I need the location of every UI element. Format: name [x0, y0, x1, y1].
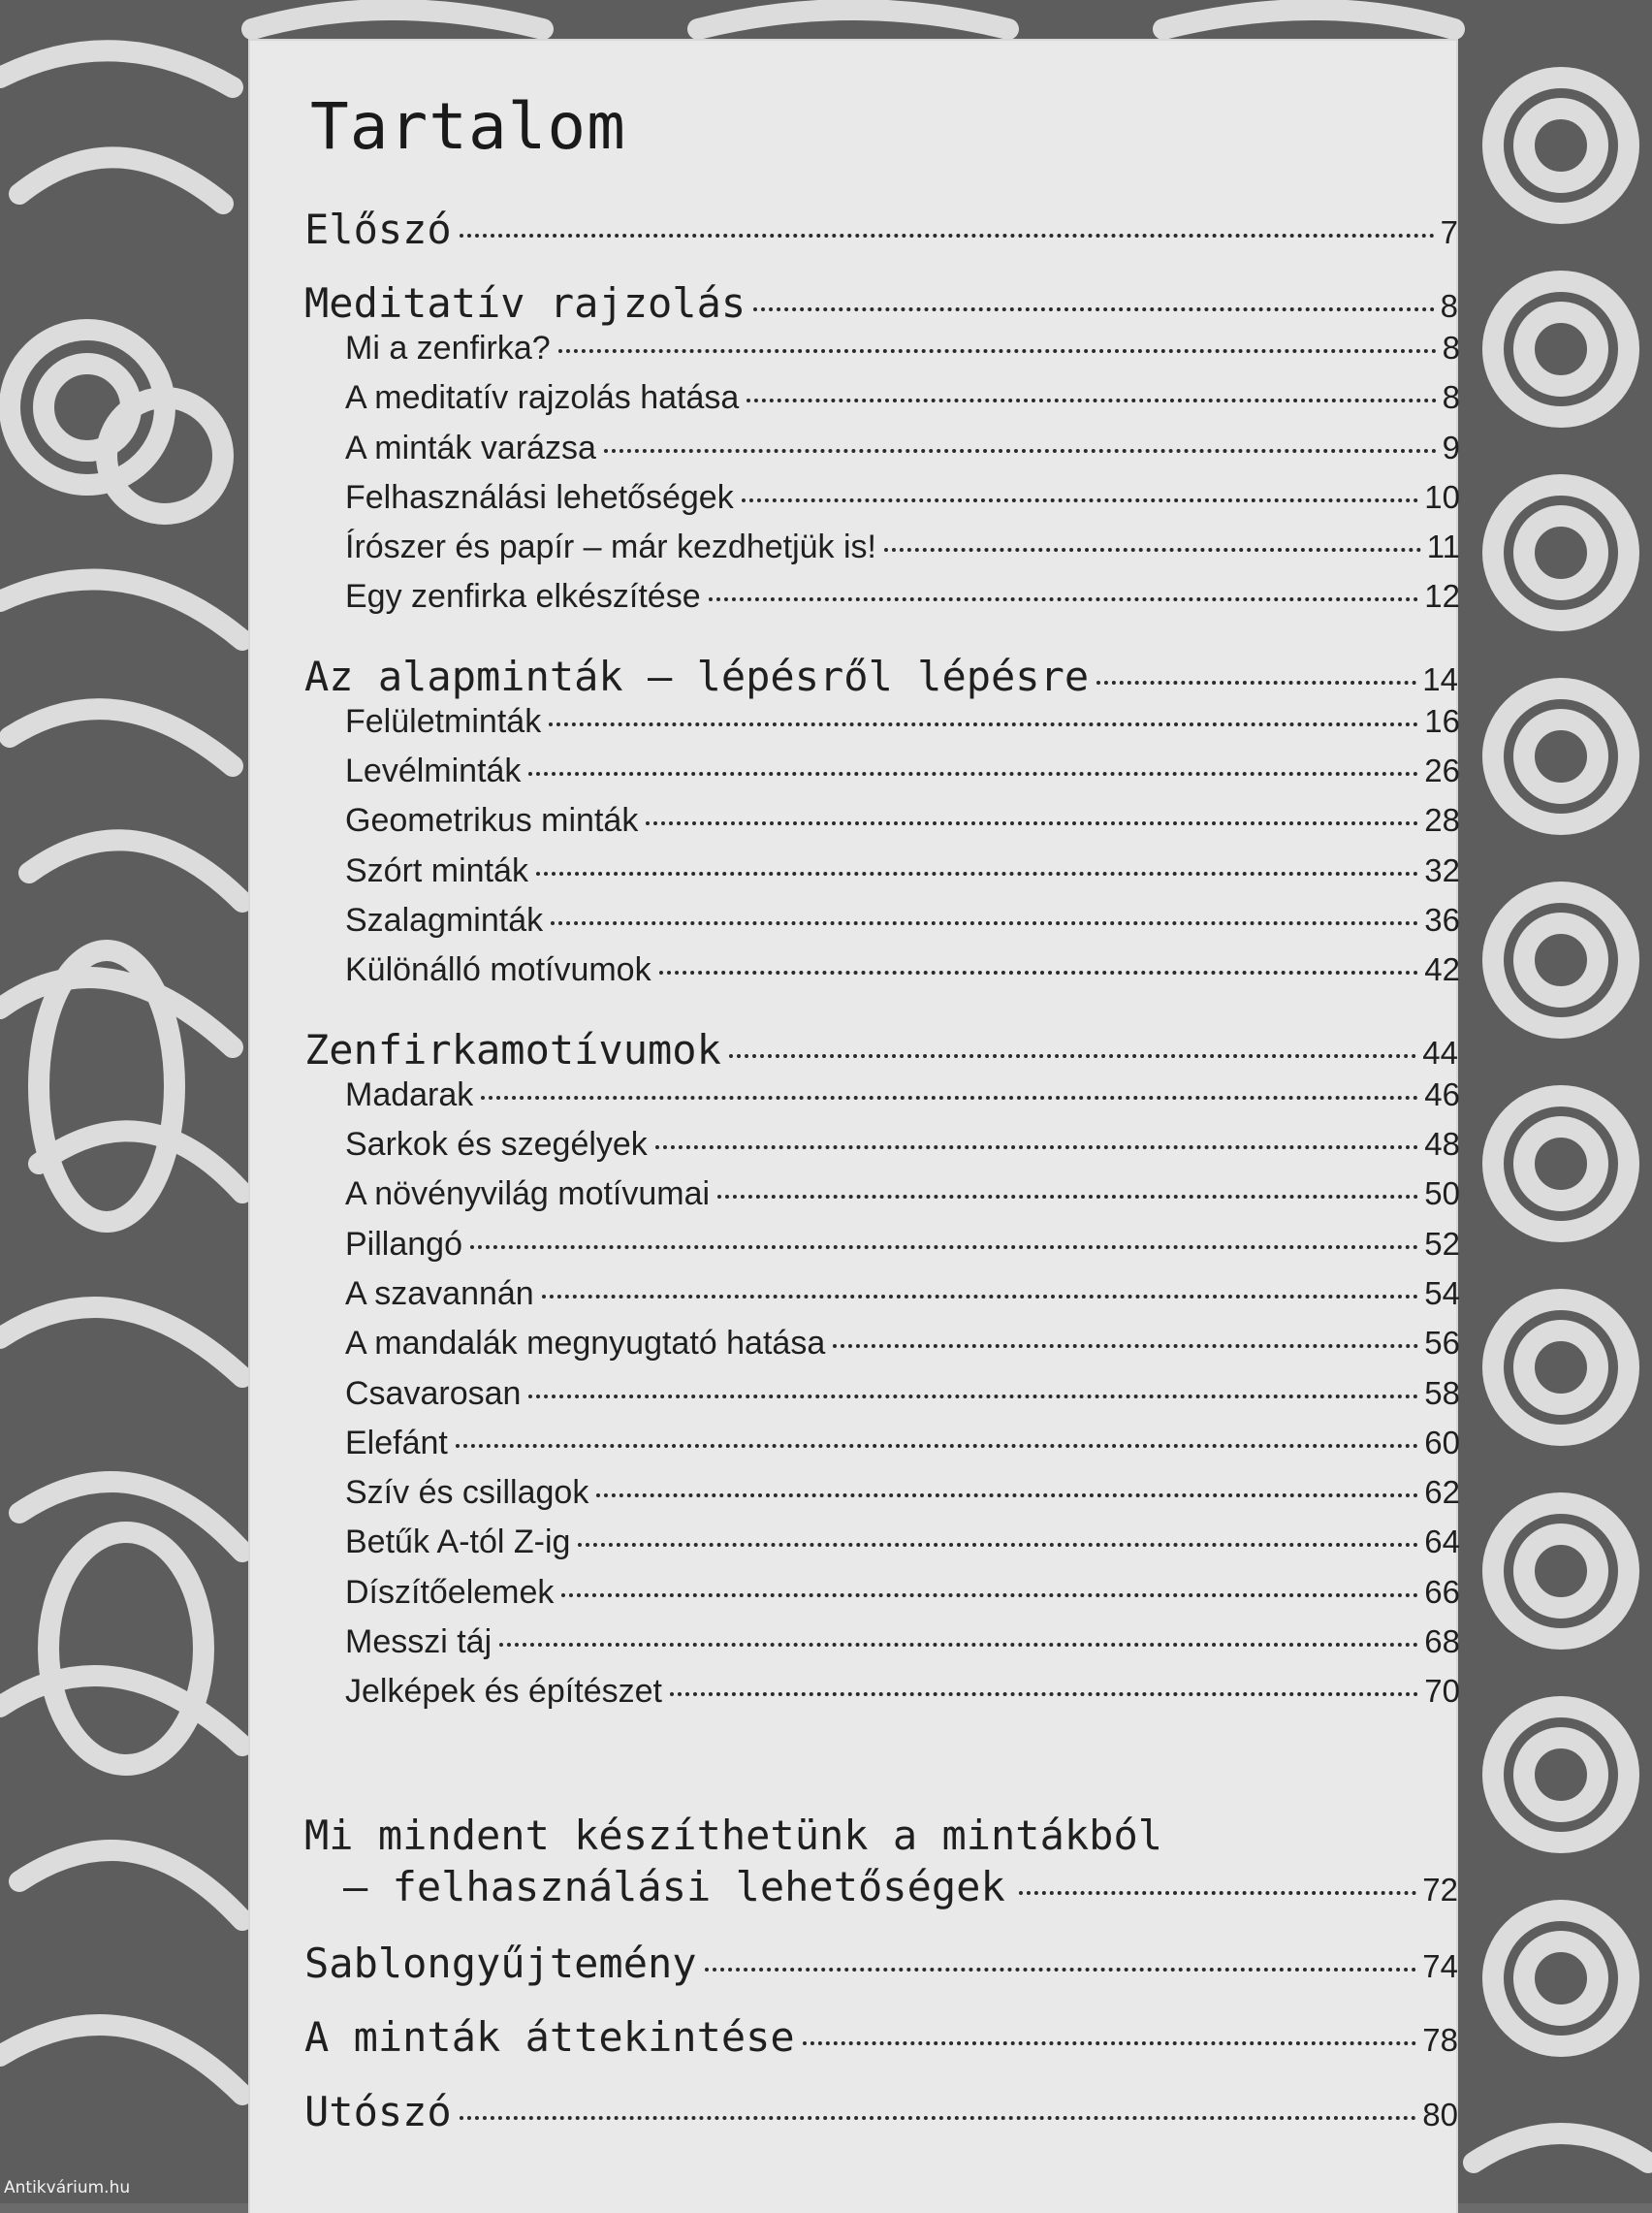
- toc-dot-leader: [753, 307, 1434, 311]
- toc-chapter-entry: [304, 1026, 1458, 1074]
- toc-page-number: 26: [1424, 753, 1460, 788]
- toc-section-entry: [345, 902, 1460, 940]
- toc-page-number: 64: [1424, 1523, 1460, 1559]
- toc-dot-leader: [747, 399, 1436, 402]
- toc-entry-label: Csavarosan: [345, 1375, 522, 1412]
- toc-dot-leader: [604, 449, 1437, 453]
- toc-dot-leader: [670, 1692, 1418, 1696]
- toc-section-entry: [345, 379, 1460, 417]
- toc-section-entry: [345, 1076, 1460, 1114]
- toc-dot-leader: [551, 921, 1418, 925]
- toc-page-number: 48: [1424, 1126, 1460, 1162]
- toc-page-number: 14: [1422, 661, 1458, 697]
- toc-entry-label-line1: Mi mindent készíthetünk a mintákból: [304, 1812, 1163, 1859]
- toc-entry-label: Mi a zenfirka?: [345, 330, 551, 367]
- toc-page-number: 74: [1422, 1948, 1458, 1984]
- toc-section-entry: [345, 1226, 1460, 1264]
- toc-page-panel: [250, 41, 1460, 2213]
- toc-entry-label-line2: – felhasználási lehetőségek: [343, 1863, 1005, 1910]
- toc-page-number: 28: [1424, 802, 1460, 838]
- toc-section-entry: [345, 802, 1460, 840]
- toc-dot-leader: [705, 1968, 1417, 1972]
- toc-page-number: 9: [1442, 430, 1460, 465]
- toc-page-number: 11: [1426, 529, 1460, 564]
- toc-page-number: 62: [1424, 1474, 1460, 1510]
- toc-section-entry: [345, 1623, 1460, 1661]
- toc-entry-label: Egy zenfirka elkészítése: [345, 578, 701, 615]
- toc-section-entry: [345, 1673, 1460, 1711]
- toc-dot-leader: [470, 1245, 1418, 1249]
- toc-dot-leader: [578, 1543, 1418, 1547]
- toc-entry-label: A meditatív rajzolás hatása: [345, 379, 740, 416]
- toc-dot-leader: [542, 1295, 1419, 1299]
- toc-entry-label: Sablongyűjtemény: [304, 1940, 697, 1987]
- toc-entry-label: Különálló motívumok: [345, 951, 651, 988]
- toc-entry-label: Elefánt: [345, 1425, 448, 1461]
- toc-section-entry: [345, 753, 1460, 790]
- toc-page-number: 7: [1440, 214, 1458, 250]
- toc-section-entry: [345, 330, 1460, 368]
- toc-entry-label: A minták varázsa: [345, 430, 596, 466]
- toc-entry-label: A szavannán: [345, 1275, 534, 1312]
- toc-section-entry: [345, 1275, 1460, 1313]
- toc-dot-leader: [561, 1593, 1418, 1597]
- toc-page-number: 8: [1442, 330, 1460, 366]
- toc-section-entry: [345, 1474, 1460, 1512]
- toc-page-number: 66: [1424, 1574, 1460, 1610]
- toc-entry-label: Levélminták: [345, 753, 522, 789]
- toc-entry-label: Jelképek és építészet: [345, 1673, 662, 1710]
- toc-page-number: 70: [1424, 1673, 1460, 1709]
- toc-section-entry: [345, 1523, 1460, 1561]
- toc-page-number: 52: [1424, 1226, 1460, 1262]
- toc-entry-label: Díszítőelemek: [345, 1574, 555, 1611]
- toc-section-entry: [345, 529, 1460, 566]
- toc-section-entry: [345, 430, 1460, 467]
- toc-chapter-entry: [304, 206, 1458, 253]
- toc-page-number: 60: [1424, 1425, 1460, 1460]
- toc-page-number: 36: [1424, 902, 1460, 938]
- toc-page-number: 16: [1424, 703, 1460, 739]
- toc-entry-line2-row: [304, 1863, 1458, 1910]
- toc-chapter-entry-twoline: [304, 1812, 1458, 1910]
- toc-entry-label: Sarkok és szegélyek: [345, 1126, 648, 1163]
- toc-entry-label: Madarak: [345, 1076, 474, 1113]
- toc-dot-leader: [742, 498, 1419, 502]
- toc-entry-label: Meditatív rajzolás: [304, 279, 747, 327]
- toc-entry-label: A növényvilág motívumai: [345, 1175, 711, 1212]
- toc-entry-label: A mandalák megnyugtató hatása: [345, 1325, 826, 1362]
- toc-entry-label: Betűk A-tól Z-ig: [345, 1523, 571, 1560]
- toc-section-entry: [345, 1375, 1460, 1413]
- toc-dot-leader: [558, 349, 1437, 353]
- toc-page-number: 54: [1424, 1275, 1460, 1311]
- toc-dot-leader: [884, 548, 1421, 552]
- toc-dot-leader: [481, 1096, 1418, 1100]
- toc-dot-leader: [1096, 681, 1416, 685]
- toc-dot-leader: [456, 1444, 1418, 1448]
- toc-dot-leader: [659, 971, 1419, 975]
- toc-entry-label: Szalagminták: [345, 902, 544, 939]
- toc-page-number: 44: [1422, 1035, 1458, 1071]
- toc-chapter-entry: [304, 2013, 1458, 2061]
- toc-dot-leader: [499, 1643, 1418, 1647]
- toc-dot-leader: [549, 722, 1418, 726]
- toc-section-entry: [345, 951, 1460, 989]
- toc-section-entry: [345, 578, 1460, 616]
- toc-section-entry: [345, 1425, 1460, 1462]
- toc-dot-leader: [1019, 1891, 1417, 1895]
- toc-chapter-entry: [304, 2088, 1458, 2135]
- toc-page-number: 8: [1440, 288, 1458, 324]
- toc-entry-label: Messzi táj: [345, 1623, 492, 1660]
- toc-entry-label: Előszó: [304, 206, 452, 253]
- toc-page-number: 12: [1424, 578, 1460, 614]
- toc-entry-label: Az alapminták – lépésről lépésre: [304, 653, 1090, 700]
- toc-section-entry: [345, 703, 1460, 741]
- toc-entry-label: Felhasználási lehetőségek: [345, 479, 734, 516]
- toc-dot-leader: [528, 1395, 1418, 1398]
- page-title: Tartalom: [310, 89, 626, 164]
- toc-page-number: 50: [1424, 1175, 1460, 1211]
- toc-entry-label: Pillangó: [345, 1226, 462, 1263]
- toc-section-entry: [345, 1126, 1460, 1164]
- toc-section-entry: [345, 1175, 1460, 1213]
- toc-page-number: 8: [1442, 379, 1460, 415]
- toc-page-number: 58: [1424, 1375, 1460, 1411]
- toc-entry-label: Zenfirkamotívumok: [304, 1026, 721, 1074]
- toc-section-entry: [345, 1574, 1460, 1612]
- toc-dot-leader: [833, 1344, 1418, 1348]
- toc-page-number: 68: [1424, 1623, 1460, 1659]
- toc-page-number: 32: [1424, 852, 1460, 888]
- toc-dot-leader: [460, 2116, 1417, 2120]
- toc-chapter-entry: [304, 279, 1458, 327]
- toc-page-number: 72: [1422, 1872, 1458, 1908]
- toc-dot-leader: [803, 2041, 1417, 2045]
- toc-section-entry: [345, 1325, 1460, 1363]
- toc-entry-label: Szórt minták: [345, 852, 528, 889]
- toc-dot-leader: [709, 597, 1419, 601]
- toc-page-number: 78: [1422, 2022, 1458, 2058]
- toc-chapter-entry: [304, 1940, 1458, 1987]
- toc-dot-leader: [717, 1195, 1418, 1199]
- toc-page-number: 80: [1422, 2097, 1458, 2133]
- toc-page-number: 46: [1424, 1076, 1460, 1112]
- toc-page-number: 42: [1424, 951, 1460, 987]
- toc-entry-label: Írószer és papír – már kezdhetjük is!: [345, 529, 877, 565]
- toc-page-number: 10: [1424, 479, 1460, 515]
- toc-entry-label: Felületminták: [345, 703, 542, 740]
- toc-entry-label: A minták áttekintése: [304, 2013, 795, 2061]
- toc-dot-leader: [729, 1054, 1416, 1058]
- toc-dot-leader: [646, 821, 1418, 825]
- toc-entry-label: Geometrikus minták: [345, 802, 639, 839]
- watermark: Antikvárium.hu: [4, 2178, 131, 2197]
- toc-section-entry: [345, 479, 1460, 517]
- toc-section-entry: [345, 852, 1460, 890]
- toc-dot-leader: [536, 872, 1418, 876]
- toc-chapter-entry: [304, 653, 1458, 700]
- toc-entry-label: Szív és csillagok: [345, 1474, 589, 1511]
- toc-dot-leader: [596, 1493, 1418, 1497]
- toc-dot-leader: [528, 772, 1418, 776]
- toc-dot-leader: [460, 234, 1435, 238]
- toc-page-number: 56: [1424, 1325, 1460, 1361]
- toc-dot-leader: [655, 1145, 1418, 1149]
- toc-entry-label: Utószó: [304, 2088, 452, 2135]
